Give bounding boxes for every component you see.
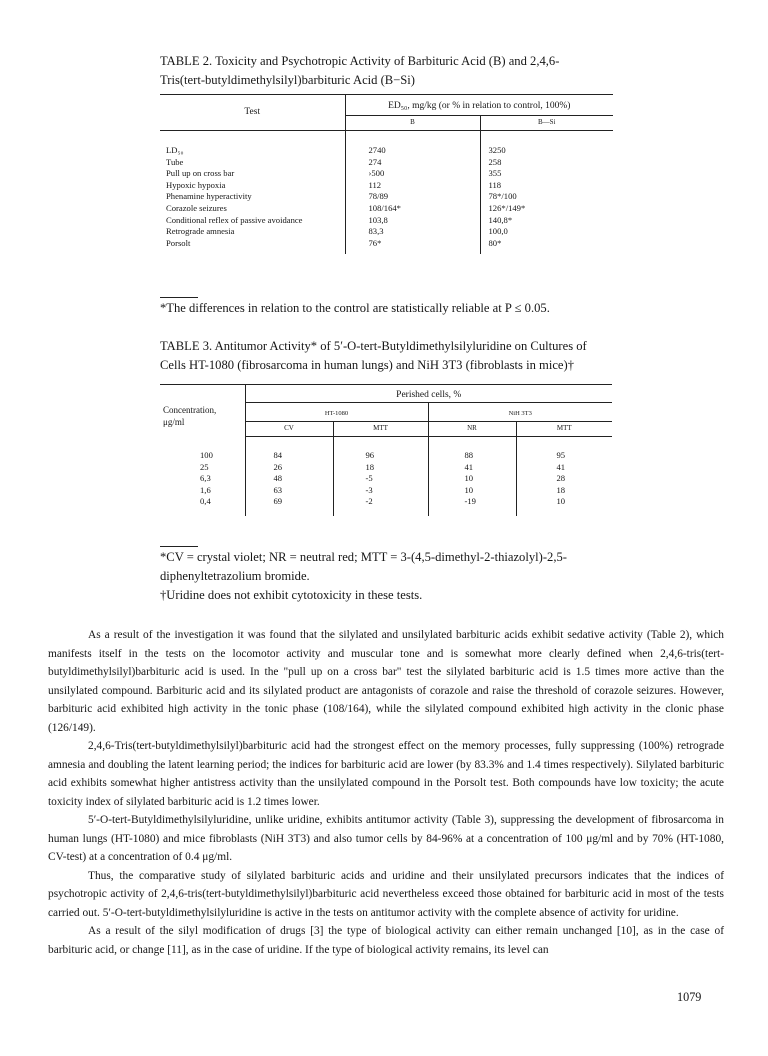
table2-cell-bsi: 118 [488, 179, 502, 190]
table-row [160, 226, 613, 238]
table3-col-mtt-nih3t3: MTT [516, 422, 612, 437]
table3-cell-cv: 69 [245, 496, 333, 516]
table2-cell-bsi: 258 [488, 156, 502, 167]
table2-cell-b: 112 [345, 180, 480, 192]
table3-cell-conc: 25 [160, 462, 245, 474]
table-row [160, 191, 613, 203]
table3-cell-mtt1: -3 [333, 485, 428, 497]
table3-cell-cv: 26 [245, 462, 333, 474]
table2-cell-test: Phenamine hyperactivity [166, 191, 252, 202]
body-paragraph: 2,4,6-Tris(tert-butyldimethylsilyl)barbituric acid had the strongest effect on the memory processes, fully suppressing (100%) retrograde amnesia and doubling the latent learning period; the indices for barbituric acid are lower (by 83.3% and 1.4 times respectively). Silylated barbituric acid exhibits somewhat higher antistress activity than the unsilylated compound in the Porsolt test. Both compounds have low toxicity; the acute toxicity index of silylated barbituric acid is 1.2 times lower. [48, 740, 724, 808]
body-paragraph: As a result of the silyl modification of drugs [3] the type of biological activity can either remain unchanged [10], as in the case of barbituric acid, or change [11], as in the case of uridine. If the type of biological activity remains, its level can [48, 925, 724, 956]
table3-cell-conc: 100 [160, 450, 245, 462]
table-row [160, 238, 613, 255]
table3-caption [160, 337, 630, 375]
table2-cell-test: Retrograde amnesia [166, 226, 235, 237]
table2-cell-test: Conditional reflex of passive avoidance [166, 214, 303, 225]
table3-cell-cv: 48 [245, 473, 333, 485]
table3-cell-mtt2: 10 [556, 496, 566, 507]
table3-footnote-abbreviations-line2: diphenyltetrazolium bromide. [160, 569, 310, 583]
table3-group-nih3t3: NiH 3T3 [428, 403, 612, 422]
table2-cell-test: LD₅₀ [166, 145, 184, 155]
table3-footnote-abbreviations [160, 548, 630, 586]
table2-cell-b: 274 [345, 157, 480, 169]
table3-cell-cv: 84 [245, 450, 333, 462]
table3-footnote-abbreviations-line1: *CV = crystal violet; NR = neutral red; MTT = 3-(4,5-dimethyl-2-thiazolyl)-2,5- [160, 550, 567, 564]
table3-cell-nr: 88 [428, 450, 516, 462]
table2-caption-line2: Tris(tert-butyldimethylsilyl)barbituric Acid (B−Si) [160, 73, 415, 87]
table-row [160, 157, 613, 169]
body-paragraph: As a result of the investigation it was found that the silylated and unsilylated barbituric acids exhibit sedative activity (Table 2), which manifests itself in the tests on the locomotor activity and muscular tone and is somewhat more clearly defined when 2,4,6-tris(tert-butyldimethylsilyl)barbituric acid is used. In the "pull up on a cross bar" test the silylated barbituric acid is 1.5 times more active than the unsilylated compound. Barbituric acid and its silylated product are antagonists of corazole and raise the threshold of corazole seizures. However, barbituric acid exhibited high activity in the tonic phase (108/164), while the silylated compound exhibited high activity in the clonic phase (126/149). [48, 629, 724, 734]
table2-cell-b: 103,8 [345, 215, 480, 227]
table3-cell-conc: 1,6 [160, 485, 245, 497]
table3-cell-cv: 63 [245, 485, 333, 497]
table2-cell-b: 83,3 [345, 226, 480, 238]
table2-cell-bsi: 100,0 [488, 226, 508, 237]
table3-header-concentration-line1: Concentration, [163, 405, 217, 415]
table2-cell-bsi: 80* [488, 237, 502, 248]
table3-cell-mtt2: 18 [556, 484, 566, 495]
table2-cell-b: 76* [345, 238, 480, 255]
table-row [160, 462, 612, 474]
table-row [160, 168, 613, 180]
table3-col-nr: NR [428, 422, 516, 437]
table-row [160, 180, 613, 192]
table2-cell-test: Hypoxic hypoxia [166, 179, 226, 190]
table3-cell-mtt2: 41 [556, 461, 566, 472]
table2-caption-line1: TABLE 2. Toxicity and Psychotropic Activity of Barbituric Acid (B) and 2,4,6- [160, 54, 560, 68]
table2-cell-bsi: 126*/149* [488, 202, 526, 213]
body-paragraph: Thus, the comparative study of silylated barbituric acids and uridine and their unsilylated precursors indicates that the indices of psychotropic activity of 2,4,6-tris(tert-butyldimethylsilyl)barbituric acid nevertheless exceed those obtained for barbituric acid in most of the tests carried out. 5′-O-tert-butyldimethylsilyluridine is active in the tests on antitumor activity with the complete absence of activity for uridine. [48, 869, 724, 919]
table3-group-ht1080: HT-1080 [245, 403, 428, 422]
table2-cell-bsi: 140,8* [488, 214, 513, 225]
table3-cell-mtt1: 96 [333, 450, 428, 462]
table2-cell-test: Corazole seizures [166, 202, 227, 213]
table2 [160, 94, 613, 254]
table3-cell-mtt1: -5 [333, 473, 428, 485]
table-row [160, 496, 612, 516]
table2-cell-bsi: 355 [488, 168, 502, 179]
body-paragraph: 5′-O-tert-Butyldimethylsilyluridine, unlike uridine, exhibits antitumor activity (Table 3), suppressing the development of fibrosarcoma in human lungs (HT-1080) and mice fibroblasts (NiH 3T3) and also tumor cells by 84-96% at a concentration of 100 μg/ml and by 70% (HT-1080, CV-test) at a concentration of 0.4 μg/ml. [48, 814, 724, 863]
table3-cell-nr: 41 [428, 462, 516, 474]
table3-caption-line1: TABLE 3. Antitumor Activity* of 5′-O-tert-Butyldimethylsilyluridine on Cultures of [160, 339, 587, 353]
table3-footnote-uridine: †Uridine does not exhibit cytotoxicity in these tests. [160, 588, 423, 602]
table3-cell-conc: 6,3 [160, 473, 245, 485]
table3-cell-nr: 10 [428, 473, 516, 485]
table3-header-concentration-unit: μg/ml [163, 417, 185, 427]
table2-cell-test: Tube [166, 156, 184, 167]
page-number: 1079 [677, 990, 702, 1004]
table3-col-cv: CV [245, 422, 333, 437]
table3-cell-nr: -19 [428, 496, 516, 516]
table2-col-b: B [345, 116, 480, 131]
table2-caption [160, 52, 620, 90]
table-row [160, 203, 613, 215]
table2-cell-b: 108/164* [345, 203, 480, 215]
table3-header-concentration [160, 385, 245, 437]
table2-footnote: *The differences in relation to the control are statistically reliable at P ≤ 0.05. [160, 301, 550, 315]
footnote-divider [160, 297, 198, 298]
body-text [48, 626, 724, 959]
table-row [160, 145, 613, 157]
table3-cell-nr: 10 [428, 485, 516, 497]
table3-cell-mtt1: 18 [333, 462, 428, 474]
table3-cell-conc: 0,4 [160, 496, 245, 516]
table3-header-perished: Perished cells, % [245, 385, 612, 403]
table2-cell-test: Pull up on cross bar [166, 168, 235, 179]
table2-cell-b: 2740 [345, 145, 480, 157]
footnote-divider [160, 546, 198, 547]
table3-cell-mtt1: -2 [333, 496, 428, 516]
table3-caption-line2: Cells HT-1080 (fibrosarcoma in human lungs) and NiH 3T3 (fibroblasts in mice)† [160, 358, 575, 372]
table2-cell-b: ›500 [345, 168, 480, 180]
table2-cell-b: 78/89 [345, 191, 480, 203]
table2-header-test: Test [160, 95, 345, 131]
table-row [160, 450, 612, 462]
table2-header-ed50: ED₅₀, mg/kg (or % in relation to control, 100%) [345, 95, 613, 116]
table3-col-mtt-ht1080: MTT [333, 422, 428, 437]
table-row [160, 473, 612, 485]
table3-cell-mtt2: 95 [556, 450, 566, 460]
table3-cell-mtt2: 28 [556, 473, 566, 484]
table2-cell-test: Porsolt [166, 237, 191, 248]
table2-cell-bsi: 78*/100 [488, 191, 517, 202]
table2-cell-bsi: 3250 [488, 145, 506, 155]
table2-col-bsi: B—Si [480, 116, 613, 131]
table3 [160, 384, 612, 516]
table-row [160, 485, 612, 497]
table-row [160, 215, 613, 227]
